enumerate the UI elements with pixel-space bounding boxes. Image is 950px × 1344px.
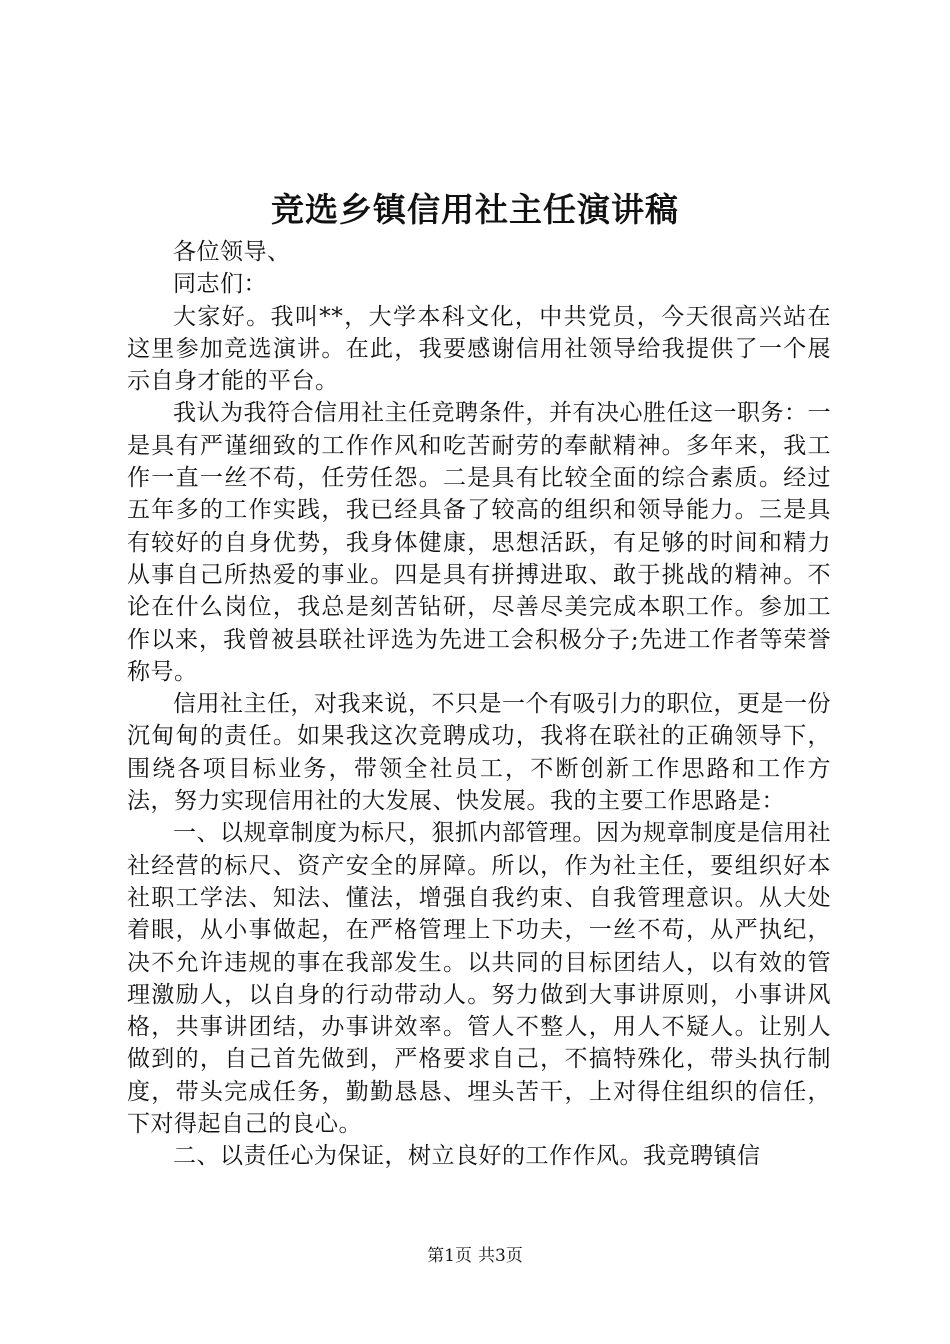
salutation-line-2: 同志们：: [173, 271, 267, 298]
paragraph-point-one: 一、以规章制度为标尺，狠抓内部管理。因为规章制度是信用社社经营的标尺、资产安全的屏障。所以，作为社主任，要组织好本社职工学法、知法、懂法，增强自我约束、自我管理意识。从大处着眼，从小事做起，在严格管理上下功夫，一丝不苟，从严执纪，决不允许违规的事在我部发生。以共同的目标团结人，以有效的管理激励人，以自身的行动带动人。努力做到大事讲原则，小事讲风格，共事讲团结，办事讲效率。管人不整人，用人不疑人。让别人做到的，自己首先做到，严格要求自己，不搞特殊化，带头执行制度，带头完成任务，勤勤恳恳、埋头苦干，上对得住组织的信任，下对得起自己的良心。: [127, 820, 831, 1138]
document-body: [127, 236, 831, 1173]
salutation-line-1: 各位领导、: [173, 239, 291, 265]
document-title: 竞选乡镇信用社主任演讲稿: [271, 190, 679, 229]
paragraph-qualifications: 我认为我符合信用社主任竞聘条件，并有决心胜任这一职务：一是具有严谨细致的工作作风和吃苦耐劳的奉献精神。多年来，我工作一直一丝不苟，任劳任怨。二是具有比较全面的综合素质。经过五年多的工作实践，我已经具备了较高的组织和领导能力。三是具有较好的自身优势，我身体健康，思想活跃，有足够的时间和精力从事自己所热爱的事业。四是具有拼搏进取、敢于挑战的精神。不论在什么岗位，我总是刻苦钻研，尽善尽美完成本职工作。参加工作以来，我曾被县联社评选为先进工会积极分子;先进工作者等荣誉称号。: [127, 400, 831, 685]
page-footer: [0, 1244, 950, 1268]
page-number: 第1页: [427, 1246, 472, 1266]
paragraph-intro: 大家好。我叫**，大学本科文化，中共党员，今天很高兴站在这里参加竞选演讲。在此，我要感谢信用社领导给我提供了一个展示自身才能的平台。: [127, 303, 831, 395]
page-total: 共3页: [478, 1246, 523, 1266]
paragraph-point-two: 二、以责任心为保证，树立良好的工作作风。我竞聘镇信: [173, 1143, 761, 1170]
paragraph-responsibility: 信用社主任，对我来说，不只是一个有吸引力的职位，更是一份沉甸甸的责任。如果我这次竞聘成功，我将在联社的正确领导下，围绕各项目标业务，带领全社员工，不断创新工作思路和工作方法，努力实现信用社的大发展、快发展。我的主要工作思路是：: [127, 691, 831, 815]
